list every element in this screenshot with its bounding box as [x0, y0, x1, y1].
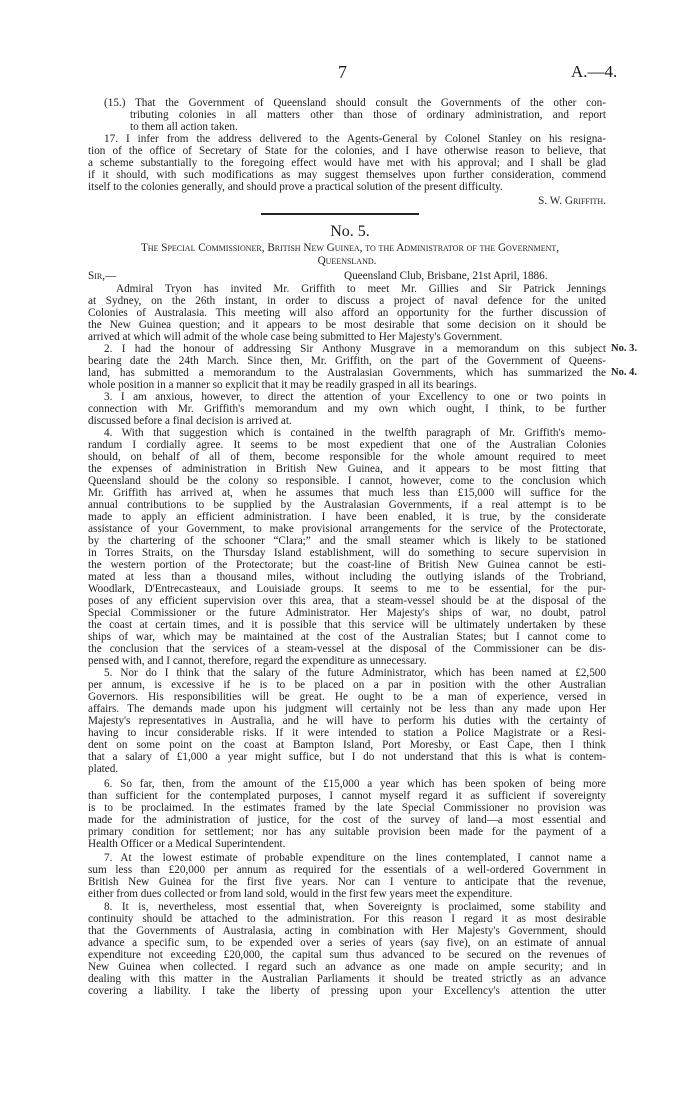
- text-line: is to be proclaimed. In the estimates framed by the late Special Commissioner no provision was: [88, 802, 606, 814]
- text-line: continuity should be attached to the administration. For this reason I regard it as most desirable: [88, 913, 606, 925]
- text-line: Queensland should be the colony so responsible. I cannot, however, come to the conclusion which: [88, 475, 606, 487]
- text-line: that the Governments of Australasia, acting in combination with Her Majesty's Government, should: [88, 925, 606, 937]
- text-line: tion of the office of Secretary of State for the colonies, and I have otherwise reason to believe, that: [88, 145, 606, 157]
- text-line: Woodlark, D'Entrecasteaux, and Louisiade groups. It seems to me to be essential, for the pur-: [88, 583, 606, 595]
- text-line: covering a liability. I take the liberty of pressing upon your Excellency's attention the utter: [88, 985, 606, 997]
- text-line: pensed with, and I cannot, therefore, regard the expenditure as unnecessary.: [88, 655, 427, 667]
- text-line: annual contributions to be supplied by the Australasian Governments, if a real attempt is to be: [88, 499, 606, 511]
- text-line: discussed before a final decision is arrived at.: [88, 415, 292, 427]
- text-line: bearing date the 24th March. Since then, Mr. Griffith, on the part of the Government of Queens-: [88, 355, 606, 367]
- text-line: itself to the colonies generally, and should prove a practical solution of the present difficulty.: [88, 181, 503, 193]
- text-line: Health Officer or a Medical Superintendent.: [88, 838, 286, 850]
- text-line: Mr. Griffith has arrived at, when he assumes that much less than £15,000 will suffice for the: [88, 487, 606, 499]
- text-line: 6. So far, then, from the amount of the £15,000 a year which has been spoken of being more: [104, 778, 606, 790]
- text-line: dent on some point on the coast at Bampton Island, Port Moresby, or East Cape, then I think: [88, 739, 606, 751]
- text-line: if it should, with such modifications as may suggest themselves upon further consideration, commend: [88, 169, 606, 181]
- text-line: 2. I had the honour of addressing Sir Anthony Musgrave in a memorandum on this subject: [104, 343, 606, 355]
- text-line: British New Guinea for the first five years. Nor can I venture to anticipate that the revenue,: [88, 876, 606, 888]
- letter-heading: The Special Commissioner, British New Guinea, to the Administrator of the Government,: [140, 242, 560, 254]
- text-line: the coast at certain times, and it is possible that this service will be ultimately undertaken by these: [88, 619, 606, 631]
- text-line: Majesty's representatives in Australia, and he will have to perform his duties with the certainty of: [88, 715, 606, 727]
- document-reference: A.—4.: [571, 62, 618, 81]
- text-line: a scheme substantially to the foregoing effect would have met with his approval; and I shall be glad: [88, 157, 606, 169]
- text-line: primary condition for settlement; nor has any suitable provision been made for the payment of a: [88, 826, 606, 838]
- text-line: made for the administration of justice, for the cost of the survey of land—a most essential and: [88, 814, 606, 826]
- text-line: whole position in a manner so explicit that it may be readily grasped in all its bearings.: [88, 379, 477, 391]
- text-line: having to incur considerable risks. If it were intended to station a Police Magistrate or a Resi-: [88, 727, 606, 739]
- text-line: the New Guinea question; and it appears to be most desirable that some decision on it should be: [88, 319, 606, 331]
- text-line: connection with Mr. Griffith's memorandum and my own which ought, I think, to be further: [88, 403, 606, 415]
- text-line: New Guinea when collected. I regard such an advance as one made on ample security; and in: [88, 961, 606, 973]
- text-line: 17. I infer from the address delivered to the Agents-General by Colonel Stanley on his resigna-: [104, 133, 606, 145]
- text-line: in Torres Straits, on the Thursday Island establishment, will do something to secure supervision in: [88, 547, 606, 559]
- salutation: Sir,—: [88, 270, 117, 282]
- text-line: the western portion of the Protectorate; but the coast-line of British New Guinea cannot be esti-: [88, 559, 606, 571]
- margin-note: No. 3.: [611, 343, 637, 354]
- text-line: sum less than £20,000 per annum as required for the essentials of a well-ordered Government in: [88, 864, 606, 876]
- text-line: at Sydney, on the 26th instant, in order to discuss a project of naval defence for the united: [88, 295, 606, 307]
- text-line: mated at less than a thousand miles, without including the outlying islands of the Trobriand,: [88, 571, 606, 583]
- margin-note: No. 4.: [611, 367, 637, 378]
- text-line: 5. Nor do I think that the salary of the future Administrator, which has been named at £2,500: [104, 667, 606, 679]
- text-line: either from dues collected or from land sold, would in the first few years meet the expenditure.: [88, 888, 513, 900]
- text-line: than sufficient for the contemplated purposes, I cannot myself regard it as sufficient if sovereignty: [88, 790, 606, 802]
- text-line: plated.: [88, 763, 119, 775]
- text-line: advance a specific sum, to be expended over a series of years (say five), on an estimate of annual: [88, 937, 606, 949]
- text-line: Colonies of Australasia. This meeting will also afford an opportunity for the further discussion of: [88, 307, 606, 319]
- text-line: dealing with this matter in the Australian Parliaments it should be treated strictly as an advance: [88, 973, 606, 985]
- text-line: the expenses of administration in British New Guinea, and it appears to be most fitting that: [88, 463, 606, 475]
- text-line: ships of war, which may be maintained at the cost of the Australian States; but I cannot come to: [88, 631, 606, 643]
- text-line: 3. I am anxious, however, to direct the attention of your Excellency to one or two points in: [104, 391, 606, 403]
- text-line: made to apply an efficient administration. I have been enabled, it is true, by the considerate: [88, 511, 606, 523]
- text-line: 7. At the lowest estimate of probable expenditure on the lines contemplated, I cannot name a: [104, 852, 606, 864]
- text-line: (15.) That the Government of Queensland should consult the Governments of the other con-: [104, 97, 606, 109]
- signature: S. W. Griffith.: [538, 195, 606, 207]
- text-line: land, has submitted a memorandum to the Australasian Governments, which has summarized the: [88, 367, 606, 379]
- text-line: Admiral Tryon has invited Mr. Griffith to meet Mr. Gillies and Sir Patrick Jennings: [116, 283, 606, 295]
- text-line: assistance of your Government, to make provisional arrangements for the service of the Protectorate,: [88, 523, 606, 535]
- text-line: per annum, is excessive if he is to be placed on a par in position with the other Australian: [88, 679, 606, 691]
- document-number: No. 5.: [330, 223, 370, 240]
- letter-heading-line2: Queensland.: [317, 255, 377, 267]
- text-line: by the chartering of the schooner “Clara;” and the small steamer which is likely to be stationed: [88, 535, 606, 547]
- text-line: randum I cordially agree. It seems to be most expedient that one of the Australian Colonies: [88, 439, 606, 451]
- text-line: expenditure not exceeding £20,000, the capital sum thus advanced to be secured on the revenues of: [88, 949, 606, 961]
- text-line: that a salary of £1,000 a year might suffice, but I do not understand that this is what is contem-: [88, 751, 606, 763]
- page-number: 7: [338, 62, 347, 82]
- text-line: affairs. The demands made upon his judgment will certainly not be less than any made upon Her: [88, 703, 606, 715]
- text-line: 8. It is, nevertheless, most essential that, when Sovereignty is proclaimed, some stability and: [104, 901, 606, 913]
- text-line: poses of any efficient supervision over this area, that a steam-vessel should be at the disposal of the: [88, 595, 606, 607]
- text-line: tributing colonies in all matters other than those of ordinary administration, and report: [130, 109, 606, 121]
- text-line: 4. With that suggestion which is contained in the twelfth paragraph of Mr. Griffith's memo-: [104, 427, 606, 439]
- text-line: arrived at which will admit of the whole case being submitted to Her Majesty's Government.: [88, 331, 503, 343]
- text-line: to them all action taken.: [130, 121, 238, 133]
- text-line: Special Commissioner or the future Administrator. Her Majesty's ships of war, no doubt, patrol: [88, 607, 606, 619]
- text-line: should, on behalf of all of them, become responsible for the whole amount required to meet: [88, 451, 606, 463]
- text-line: the conclusion that the services of a steam-vessel at the disposal of the Commissioner can be dis-: [88, 643, 606, 655]
- text-line: Governors. His responsibilities will be great. He ought to be a man of experience, versed in: [88, 691, 606, 703]
- dateline: Queensland Club, Brisbane, 21st April, 1886.: [344, 270, 548, 282]
- section-divider: [261, 213, 419, 215]
